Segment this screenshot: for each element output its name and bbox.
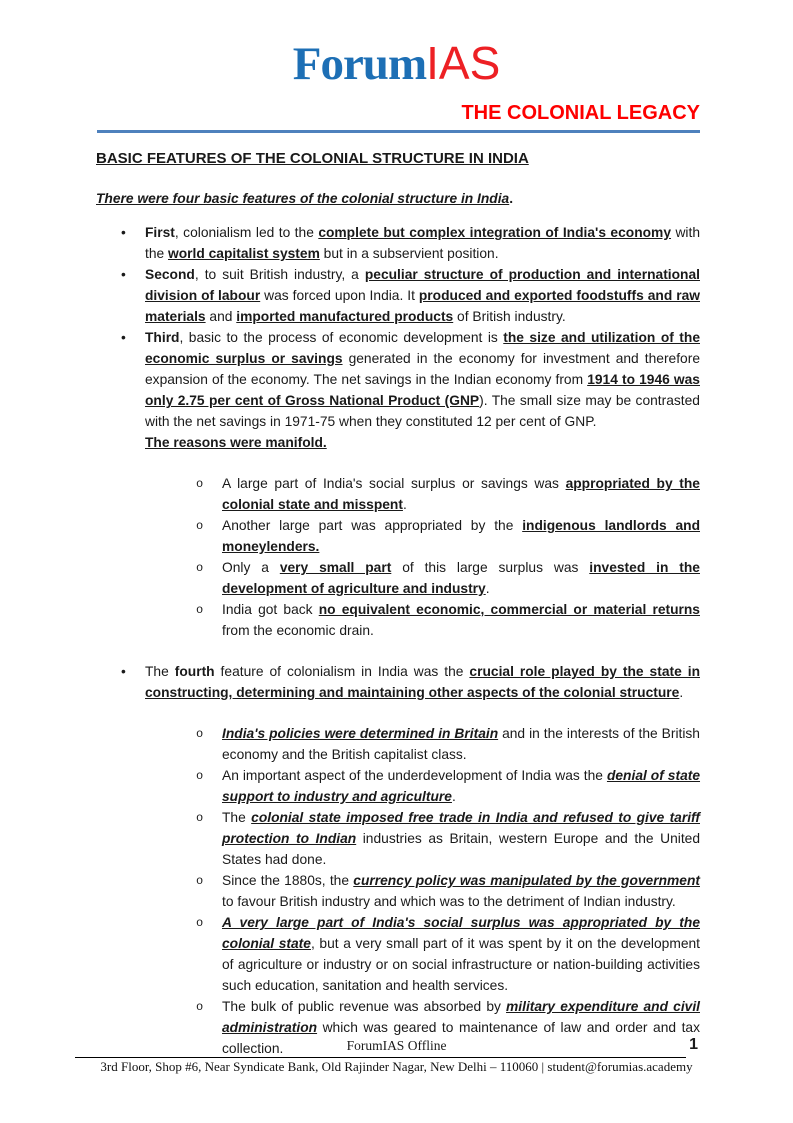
text-run: . <box>485 581 490 596</box>
list-item <box>96 557 700 599</box>
text-run: no equivalent economic, commercial or material returns <box>318 602 700 617</box>
list-item <box>96 515 700 557</box>
list-item <box>96 599 700 641</box>
text-run: denial of state support to industry and agriculture <box>222 768 701 804</box>
list-item <box>96 327 700 453</box>
text-run: . <box>402 497 407 512</box>
text-run: An important aspect of the underdevelopment of India was the <box>222 768 607 783</box>
list-item <box>96 912 700 996</box>
text-run: ). The small size may be contrasted with the net savings in 1971-75 when they constituted 12 per cent of GNP. <box>145 393 700 429</box>
list-item <box>96 222 700 264</box>
text-run: Since the 1880s, the <box>222 873 354 888</box>
footer-top-row <box>0 1034 793 1056</box>
footer-address: 3rd Floor, Shop #6, Near Syndicate Bank, Old Rajinder Nagar, New Delhi – 110060 | student@forumias.academy <box>100 1059 693 1074</box>
text-run: produced and exported foodstuffs and raw materials <box>145 288 700 324</box>
bullet-marker-icon: • <box>121 330 126 345</box>
document-header <box>0 0 793 133</box>
text-run: but in a subservient position. <box>319 246 499 261</box>
text-run: Third <box>145 330 180 345</box>
text-run: Second <box>145 267 195 282</box>
text-run: invested in the development of agriculture and industry <box>222 560 700 596</box>
text-run: . <box>451 789 456 804</box>
text-run: industries as Britain, western Europe and the United States had done. <box>222 831 700 867</box>
text-run: India's policies were determined in Britain <box>222 726 499 741</box>
bullet-marker-icon: o <box>196 916 204 930</box>
document-content <box>96 148 700 1059</box>
text-run: from the economic drain. <box>222 623 374 638</box>
footer-divider <box>75 1057 686 1058</box>
text-run: Another large part was appropriated by the <box>222 518 523 533</box>
text-run: The bulk of public revenue was absorbed by <box>222 999 507 1014</box>
text-run: with the <box>145 225 700 261</box>
list-item <box>96 473 700 515</box>
text-run: , to suit British industry, a <box>194 267 365 282</box>
text-run: First <box>145 225 175 240</box>
list-item <box>96 723 700 765</box>
text-run: crucial role played by the state in constructing, determining and maintaining other aspects of the colonial structure <box>145 664 700 700</box>
list-item <box>96 870 700 912</box>
header-divider <box>97 130 700 133</box>
text-run: of this large surplus was <box>391 560 590 575</box>
bullet-marker-icon: o <box>196 1000 204 1014</box>
text-run: The reasons were manifold. <box>145 435 327 450</box>
bullet-marker-icon: o <box>196 874 204 888</box>
bullet-list <box>96 222 700 453</box>
text-run: indigenous landlords and moneylenders. <box>222 518 700 554</box>
section-heading: BASIC FEATURES OF THE COLONIAL STRUCTURE IN INDIA <box>96 150 529 167</box>
text-run: which was geared to maintenance of law and order and tax collection. <box>222 1020 700 1056</box>
text-run: , basic to the process of economic development is <box>179 330 504 345</box>
text-run: peculiar structure of production and international division of labour <box>145 267 700 303</box>
text-run: and in the interests of the British economy and the British capitalist class. <box>222 726 700 762</box>
bullet-marker-icon: • <box>121 225 126 240</box>
text-run: feature of colonialism in India was the <box>214 664 470 679</box>
text-run: , but a very small part of it was spent by it on the development of agriculture or industry or on social infrastructure or nation-building activities such education, sanitation and health services. <box>222 936 701 993</box>
forumias-logo <box>0 38 793 100</box>
text-run: . <box>679 685 684 700</box>
text-run: and <box>205 309 237 324</box>
list-item <box>96 661 700 703</box>
text-run: military expenditure and civil administration <box>222 999 700 1035</box>
text-run: , colonialism led to the <box>174 225 319 240</box>
bullet-marker-icon: o <box>196 727 204 741</box>
text-run: colonial state imposed free trade in India and refused to give tariff protection to Indian <box>222 810 700 846</box>
document-footer <box>0 1034 793 1075</box>
text-run: complete but complex integration of India's economy <box>318 225 672 240</box>
footer-title: ForumIAS Offline <box>346 1038 447 1053</box>
bullet-marker-icon: o <box>196 561 204 575</box>
text-run: currency policy was manipulated by the government <box>353 873 700 888</box>
text-run: imported manufactured products <box>236 309 454 324</box>
bullet-marker-icon: o <box>196 477 204 491</box>
text-run: India got back <box>222 602 319 617</box>
text-run: The <box>222 810 252 825</box>
text-run: Only a <box>222 560 280 575</box>
text-run: of British industry. <box>453 309 566 324</box>
document-title: THE COLONIAL LEGACY <box>461 102 700 124</box>
text-run: . <box>509 191 514 206</box>
text-run: generated in the economy for investment and therefore expansion of the economy. The net savings in the Indian economy from <box>145 351 700 387</box>
text-run: A very large part of India's social surplus was appropriated by the colonial state <box>222 915 700 951</box>
text-run: was forced upon India. It <box>260 288 419 303</box>
bullet-marker-icon: • <box>121 664 126 679</box>
document-body <box>96 222 700 1059</box>
sub-bullet-list <box>96 473 700 641</box>
bullet-marker-icon: o <box>196 519 204 533</box>
bullet-marker-icon: o <box>196 811 204 825</box>
bullet-marker-icon: o <box>196 603 204 617</box>
page-number: 1 <box>689 1036 698 1053</box>
text-run: very small part <box>279 560 392 575</box>
bullet-marker-icon: o <box>196 769 204 783</box>
text-run: the size and utilization of the economic surplus or savings <box>145 330 700 366</box>
text-run: world capitalist system <box>168 246 320 261</box>
logo-text-forum: Forum <box>292 38 427 90</box>
list-item <box>96 264 700 327</box>
text-run: appropriated by the colonial state and misspent <box>222 476 700 512</box>
text-run: There were four basic features of the colonial structure in India <box>96 191 510 206</box>
intro-paragraph <box>96 188 700 209</box>
list-item <box>96 807 700 870</box>
text-run: 1914 to 1946 was only 2.75 per cent of Gross National Product (GNP <box>145 372 700 408</box>
sub-bullet-list <box>96 723 700 1059</box>
bullet-list <box>96 661 700 703</box>
text-run: The <box>145 664 175 679</box>
text-run: fourth <box>174 664 215 679</box>
text-run: to favour British industry and which was to the detriment of Indian industry. <box>222 894 676 909</box>
list-item <box>96 765 700 807</box>
logo-text-ias: IAS <box>426 37 501 89</box>
text-run: A large part of India's social surplus or savings was <box>222 476 566 491</box>
bullet-marker-icon: • <box>121 267 126 282</box>
